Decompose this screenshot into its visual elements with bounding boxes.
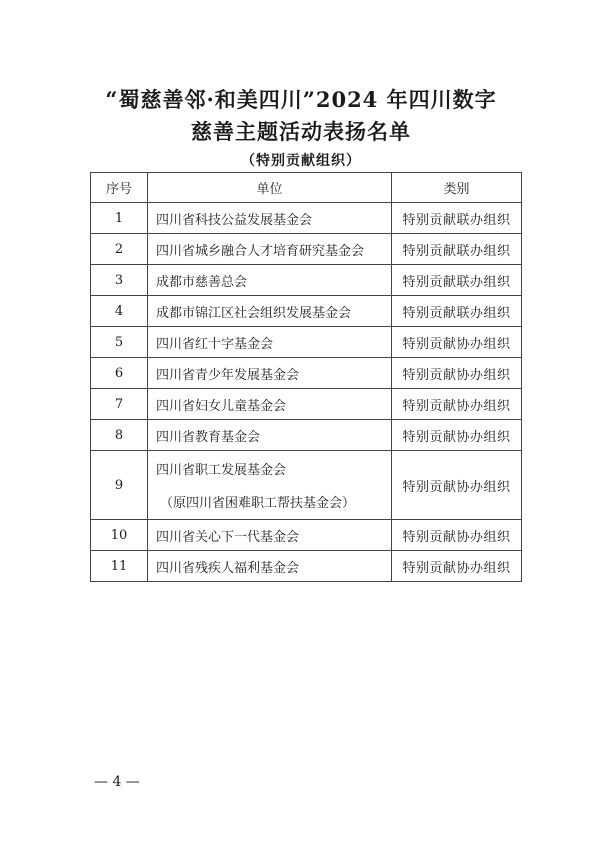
row-category: 特别贡献协办组织 [392,520,522,551]
row-unit [148,451,392,520]
column-header-number: 序号 [91,173,148,203]
honor-list-table [90,172,522,582]
table-row [91,296,522,327]
row-unit: 四川省红十字基金会 [148,327,392,358]
row-category: 特别贡献协办组织 [392,551,522,582]
row-number: 1 [91,203,148,234]
row-category: 特别贡献协办组织 [392,451,522,520]
table-row [91,420,522,451]
row-unit: 四川省城乡融合人才培育研究基金会 [148,234,392,265]
row-category: 特别贡献协办组织 [392,358,522,389]
table-row [91,234,522,265]
document-title-line1: “蜀慈善邻·和美四川”2024 年四川数字 [105,87,497,112]
row-category: 特别贡献联办组织 [392,203,522,234]
table-row [91,451,522,520]
table-row [91,203,522,234]
row-category: 特别贡献联办组织 [392,265,522,296]
row-unit: 成都市锦江区社会组织发展基金会 [148,296,392,327]
row-unit-former-name: （原四川省困难职工帮扶基金会） [160,496,356,511]
document-title-line2: 慈善主题活动表扬名单 [191,119,411,144]
row-unit: 四川省残疾人福利基金会 [148,551,392,582]
column-header-unit: 单位 [148,173,392,203]
row-number: 5 [91,327,148,358]
table-header-row [91,173,522,203]
page-number: — 4 — [94,774,140,790]
column-header-category: 类别 [392,173,522,203]
table-row [91,265,522,296]
row-number: 8 [91,420,148,451]
row-number: 2 [91,234,148,265]
row-unit: 四川省教育基金会 [148,420,392,451]
row-category: 特别贡献协办组织 [392,389,522,420]
row-number: 3 [91,265,148,296]
table-row [91,389,522,420]
row-unit: 四川省妇女儿童基金会 [148,389,392,420]
row-category: 特别贡献协办组织 [392,420,522,451]
table-row [91,520,522,551]
row-unit: 四川省青少年发展基金会 [148,358,392,389]
row-number: 6 [91,358,148,389]
row-number: 4 [91,296,148,327]
row-unit: 四川省关心下一代基金会 [148,520,392,551]
document-subtitle: （特别贡献组织） [241,153,361,169]
row-number: 11 [91,551,148,582]
table-row [91,551,522,582]
row-category: 特别贡献联办组织 [392,296,522,327]
row-unit: 成都市慈善总会 [148,265,392,296]
row-category: 特别贡献协办组织 [392,327,522,358]
row-number: 9 [91,451,148,520]
row-unit-line1: 四川省职工发展基金会 [156,463,287,478]
row-unit: 四川省科技公益发展基金会 [148,203,392,234]
table-row [91,358,522,389]
row-number: 10 [91,520,148,551]
row-category: 特别贡献联办组织 [392,234,522,265]
row-number: 7 [91,389,148,420]
table-row [91,327,522,358]
